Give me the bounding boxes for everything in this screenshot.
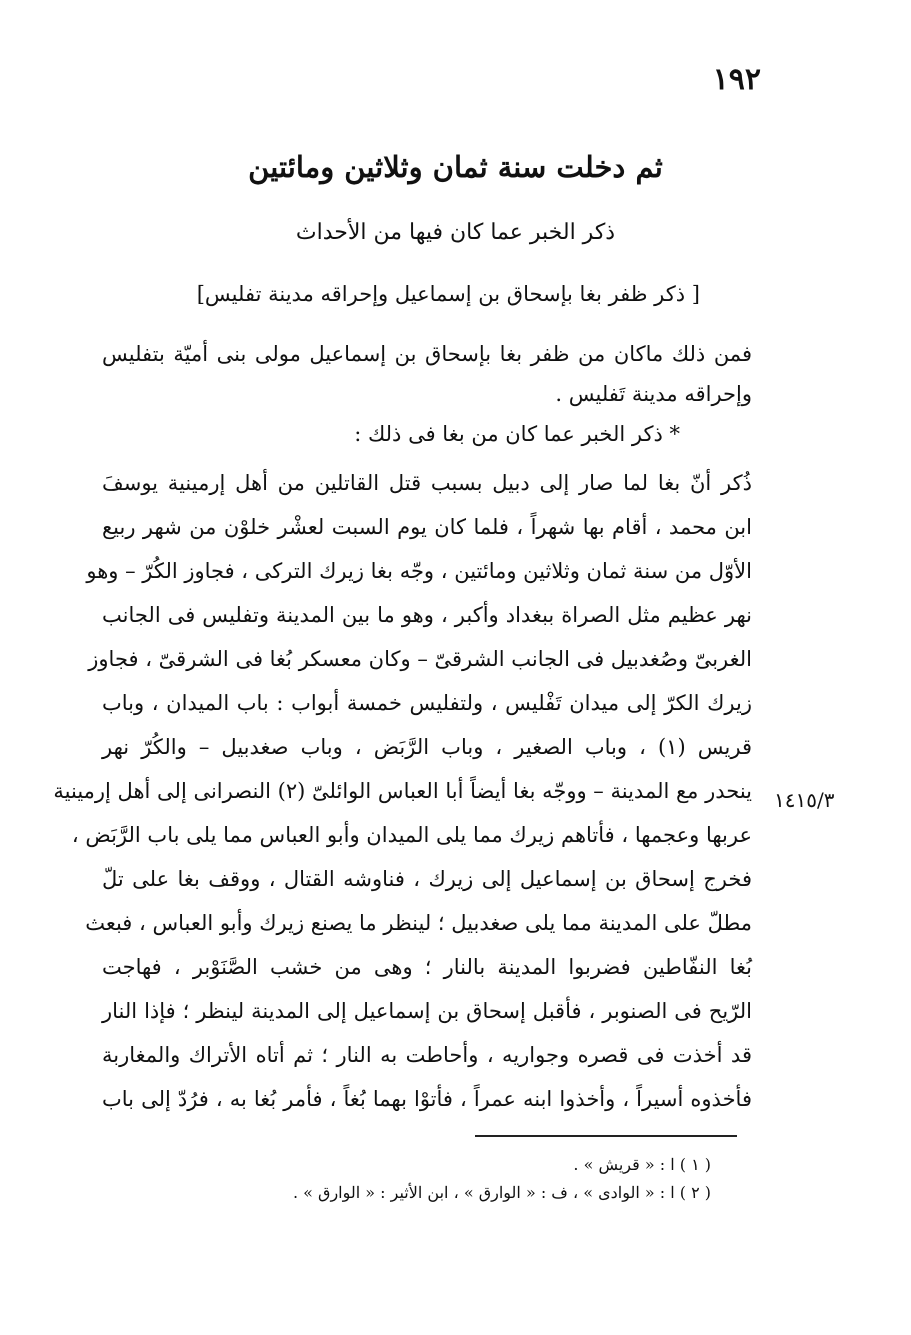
body-line: الرّيح فى الصنوبر ، فأقبل إسحاق بن إسماعيل إلى المدينة لينظر ؛ فإذا النار [102, 999, 752, 1023]
footnote-divider [475, 1135, 737, 1137]
footnote: ( ٢ ) ا : « الوادى » ، ف : « الوارق » ، ابن الأثير : « الوارق » . [292, 1183, 711, 1202]
body-line: الغربىّ وصُغدبيل فى الجانب الشرقىّ – وكان معسكر بُغا فى الشرقىّ ، فجاوز [88, 647, 752, 671]
body-line: الأوّل من سنة ثمان وثلاثين ومائتين ، وجّه بغا زيرك التركى ، فجاوز الكُرّ – وهو [86, 559, 752, 583]
intro-line: فمن ذلك ماكان من ظفر بغا بإسحاق بن إسماعيل مولى بنى أميّة بتفليس [102, 342, 752, 366]
section-heading: [ ذكر ظفر بغا بإسحاق بن إسماعيل وإحراقه مدينة تفليس] [196, 282, 700, 306]
body-line: زيرك الكرّ إلى ميدان تَفْليس ، ولتفليس خمسة أبواب : باب الميدان ، وباب [102, 691, 752, 715]
body-line: قريس (١) ، وباب الصغير ، وباب الرَّبَض ، وباب صغدبيل – والكُرّ نهر [102, 735, 752, 759]
chapter-title: ثم دخلت سنة ثمان وثلاثين ومائتين [248, 150, 663, 184]
chapter-subtitle: ذكر الخبر عما كان فيها من الأحداث [295, 220, 616, 245]
body-line: بُغا النفّاطين فضربوا المدينة بالنار ؛ وهى من خشب الصَّنَوْبر ، فهاجت [102, 955, 752, 979]
margin-reference: ١٤١٥/٣ [774, 788, 835, 812]
body-line: فأخذوه أسيراً ، وأخذوا ابنه عمراً ، فأتوْا بهما بُغاً ، فأمر بُغا به ، فرُدّ إلى باب [102, 1087, 752, 1111]
body-line: ينحدر مع المدينة – ووجّه بغا أيضاً أبا العباس الوائلىّ (٢) النصرانى إلى أهل إرمينية [53, 779, 752, 803]
body-line: قد أخذت فى قصره وجواريه ، وأحاطت به النار ؛ ثم أتاه الأتراك والمغاربة [102, 1043, 752, 1067]
intro-line: وإحراقه مدينة تَفليس . [555, 382, 752, 406]
body-line: عربها وعجمها ، فأتاهم زيرك مما يلى الميدان وأبو العباس مما يلى باب الرَّبَض ، [71, 823, 752, 847]
body-line: مطلّ على المدينة مما يلى صغدبيل ؛ لينظر ما يصنع زيرك وأبو العباس ، فبعث [85, 911, 752, 935]
page-number: ١٩٢ [712, 62, 761, 97]
footnote: ( ١ ) ا : « قريش » . [573, 1155, 711, 1174]
body-line: ابن محمد ، أقام بها شهراً ، فلما كان يوم السبت لعشْر خلوْن من شهر ربيع [102, 515, 752, 539]
body-line: ذُكر أنّ بغا لما صار إلى دبيل بسبب قتل القاتلين من أهل إرمينية يوسفَ [102, 471, 752, 495]
body-line: نهر عظيم مثل الصراة ببغداد وأكبر ، وهو ما بين المدينة وتفليس فى الجانب [102, 603, 752, 627]
inner-heading: * ذكر الخبر عما كان من بغا فى ذلك : [354, 422, 680, 446]
body-line: فخرج إسحاق بن إسماعيل إلى زيرك ، فناوشه القتال ، ووقف بغا على تلّ [102, 867, 752, 891]
